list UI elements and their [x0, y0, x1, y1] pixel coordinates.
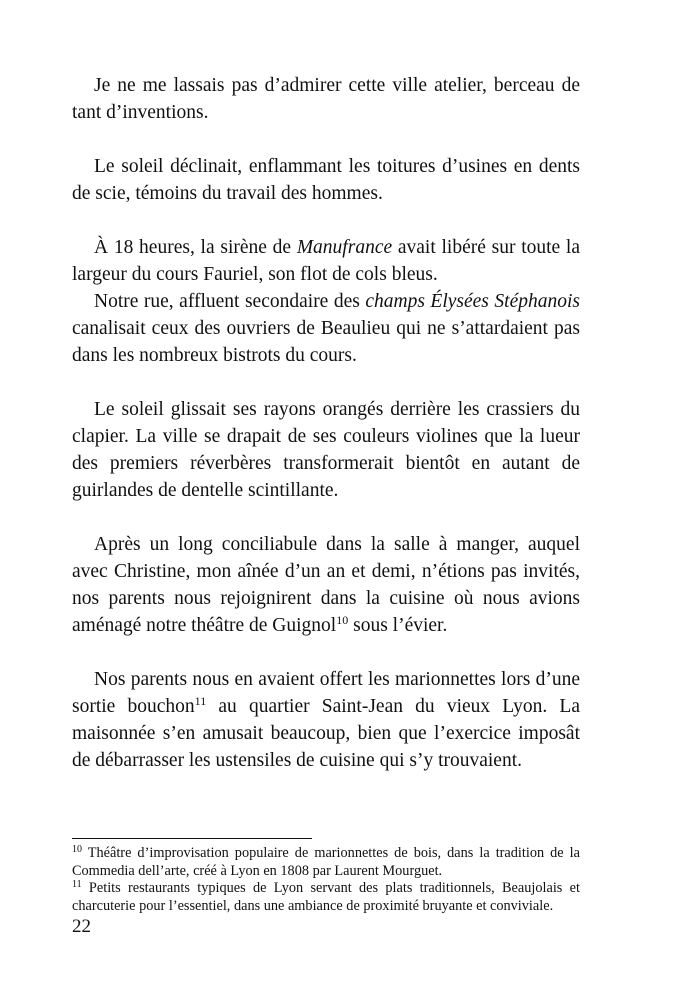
footnotes: [72, 845, 580, 915]
paragraph-6: [72, 531, 580, 639]
footnote-ref-10[interactable]: 10: [336, 613, 349, 627]
footnote-separator: [72, 838, 312, 839]
paragraph-7-text-b: au quartier Saint-Jean du vieux Lyon. La maisonnée s’en amusait beaucoup, bien que l’exercice imposât de débarrasser les ustensiles de cuisine qui s’y trouvaient.: [72, 696, 580, 771]
paragraph-4-text-c: canalisait ceux des ouvriers de Beaulieu qui ne s’attardaient pas dans les nombreux bistrots du cours.: [72, 318, 580, 366]
paragraph-3-italic: Manufrance: [296, 237, 393, 258]
page-number: 22: [72, 916, 91, 937]
body-text: [72, 72, 580, 774]
paragraph-4-text-a: Notre rue, affluent secondaire des: [94, 291, 366, 312]
paragraph-6-text-b: sous l’évier.: [348, 615, 448, 636]
paragraph-2: Le soleil déclinait, enflammant les toitures d’usines en dents de scie, témoins du travail des hommes.: [72, 156, 580, 204]
footnote-11: [72, 880, 580, 915]
footnote-text: Théâtre d’improvisation populaire de marionnettes de bois, dans la tradition de la Commedia dell’arte, créé à Lyon en 1808 par Laurent Mourguet.: [72, 845, 580, 879]
footnote-10: [72, 845, 580, 880]
footnote-marker: 10: [72, 844, 82, 855]
paragraph-7-text-a: Nos parents nous en avaient offert les marionnettes lors d’une sortie bouchon: [72, 669, 580, 717]
paragraph-1: Je ne me lassais pas d’admirer cette ville atelier, berceau de tant d’inventions.: [72, 75, 580, 123]
paragraph-3-text-c: avait libéré sur toute la largeur du cours Fauriel, son flot de cols bleus.: [72, 237, 580, 285]
paragraph-4: [72, 288, 580, 369]
paragraph-5: Le soleil glissait ses rayons orangés derrière les crassiers du clapier. La ville se drapait de ses couleurs violines que la lueur des premiers réverbères transformerait bientôt en autant de guirlandes de dentelle scintillante.: [72, 399, 580, 501]
paragraph-4-italic: champs Élysées Stéphanois: [365, 291, 580, 312]
footnote-marker: 11: [72, 879, 82, 890]
paragraph-7: [72, 666, 580, 774]
paragraph-6-text-a: Après un long conciliabule dans la salle à manger, auquel avec Christine, mon aînée d’un an et demi, n’étions pas invités, nos parents nous rejoignirent dans la cuisine où nous avions aménagé notre théâtre de Guignol: [72, 534, 580, 636]
footnote-ref-11[interactable]: 11: [194, 694, 207, 708]
paragraph-3: [72, 234, 580, 288]
footnote-text: Petits restaurants typiques de Lyon servant des plats traditionnels, Beaujolais et charcuterie pour l’essentiel, dans une ambiance de proximité bruyante et conviviale.: [72, 880, 580, 914]
paragraph-3-text-a: À 18 heures, la sirène de: [94, 237, 297, 258]
